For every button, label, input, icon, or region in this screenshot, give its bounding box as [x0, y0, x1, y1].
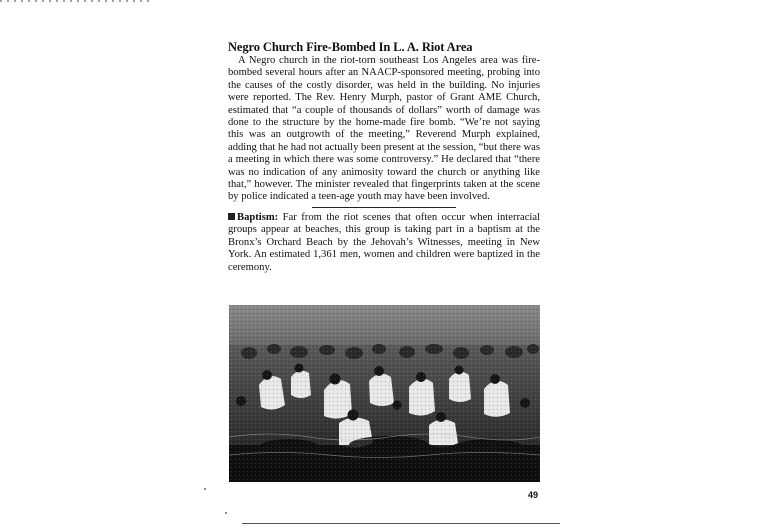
page-bottom-rule [242, 523, 560, 524]
section-divider [312, 207, 456, 208]
scan-speck [225, 512, 227, 514]
caption-title: Baptism: [237, 211, 279, 223]
scan-edge-artifact [0, 0, 150, 2]
news-article [228, 40, 540, 274]
caption-text: Far from the riot scenes that often occur when interracial groups appear at beaches, this group is taking part in a baptism at the Bronx’s Orchard Beach by the Jehovah’s Witnesses, meeting in New York. An estimated 1,361 men, women and children were baptized in the ceremony. [228, 211, 540, 273]
article-body: A Negro church in the riot-torn southeast Los Angeles area was fire-bombed several hours after an NAACP-sponsored meeting, probing into the causes of the costly disorder, was held in the building. No injuries were reported. The Rev. Henry Murph, pastor of Grant AME Church, estimated that “a couple of thousands of dollars” worth of damage was done to the structure by the home-made fire bomb. “We’re not saying this was an outgrowth of the meeting,” Reverend Murph explained, adding that he had not actually been present at the session, “but there was a meeting in which there was some controversy.” He declared that “there was no indication of any animosity toward the church or anything like that,” however. The minister revealed that fingerprints taken at the scene by police indicated a teen-age youth may have been involved. [228, 55, 540, 203]
caption-marker-icon [228, 213, 235, 220]
article-headline: Negro Church Fire-Bombed In L. A. Riot Area [228, 40, 473, 54]
scan-speck [204, 488, 206, 490]
baptism-photo [229, 305, 540, 482]
photo-caption [228, 212, 540, 274]
page-number: 49 [528, 490, 539, 500]
